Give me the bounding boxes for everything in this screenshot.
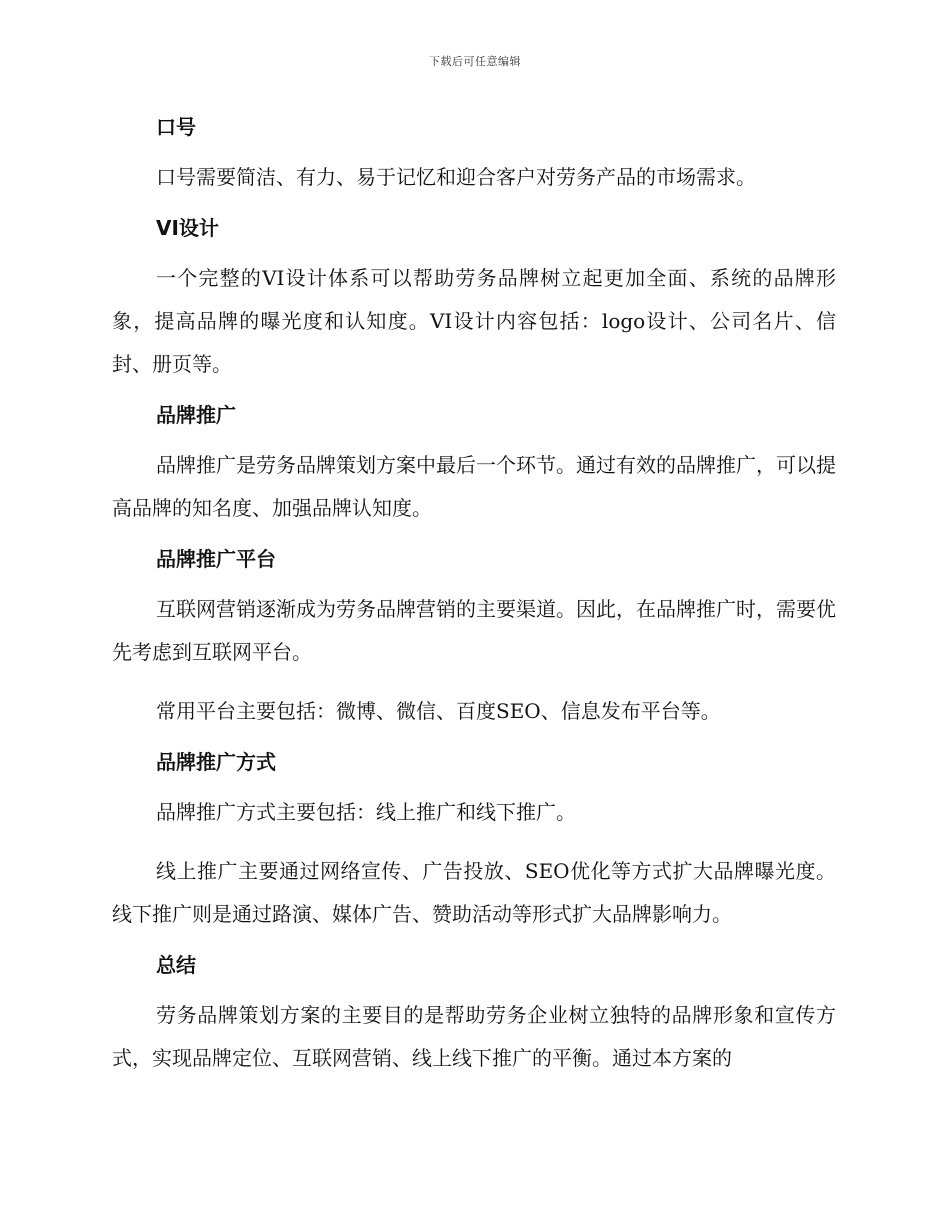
section-heading-slogan: 口号 — [156, 115, 196, 139]
paragraph-promotion-platform-2: 常用平台主要包括：微博、微信、百度SEO、信息发布平台等。 — [156, 699, 721, 723]
section-heading-brand-promotion: 品牌推广 — [156, 403, 236, 427]
document-body — [112, 110, 836, 1080]
paragraph-summary: 劳务品牌策划方案的主要目的是帮助劳务企业树立独特的品牌形象和宣传方式，实现品牌定位、互联网营销、线上线下推广的平衡。通过本方案的 — [112, 1003, 836, 1070]
section-heading-promotion-platform: 品牌推广平台 — [156, 547, 276, 571]
paragraph-slogan: 口号需要简洁、有力、易于记忆和迎合客户对劳务产品的市场需求。 — [156, 165, 756, 189]
paragraph-promotion-method-1: 品牌推广方式主要包括：线上推广和线下推广。 — [156, 800, 576, 824]
paragraph-promotion-method-2: 线上推广主要通过网络宣传、广告投放、SEO优化等方式扩大品牌曝光度。线下推广则是通过路演、媒体广告、赞助活动等形式扩大品牌影响力。 — [112, 859, 836, 926]
paragraph-brand-promotion: 品牌推广是劳务品牌策划方案中最后一个环节。通过有效的品牌推广，可以提高品牌的知名度、加强品牌认知度。 — [112, 453, 836, 520]
section-heading-summary: 总结 — [156, 953, 196, 977]
paragraph-promotion-platform-1: 互联网营销逐渐成为劳务品牌营销的主要渠道。因此，在品牌推广时，需要优先考虑到互联网平台。 — [112, 597, 836, 664]
page-header-note: 下载后可任意编辑 — [429, 55, 521, 68]
section-heading-promotion-method: 品牌推广方式 — [156, 750, 276, 774]
section-heading-vi-design: VI设计 — [156, 216, 219, 240]
paragraph-vi-design: 一个完整的VI设计体系可以帮助劳务品牌树立起更加全面、系统的品牌形象，提高品牌的曝光度和认知度。VI设计内容包括：logo设计、公司名片、信封、册页等。 — [112, 266, 836, 376]
